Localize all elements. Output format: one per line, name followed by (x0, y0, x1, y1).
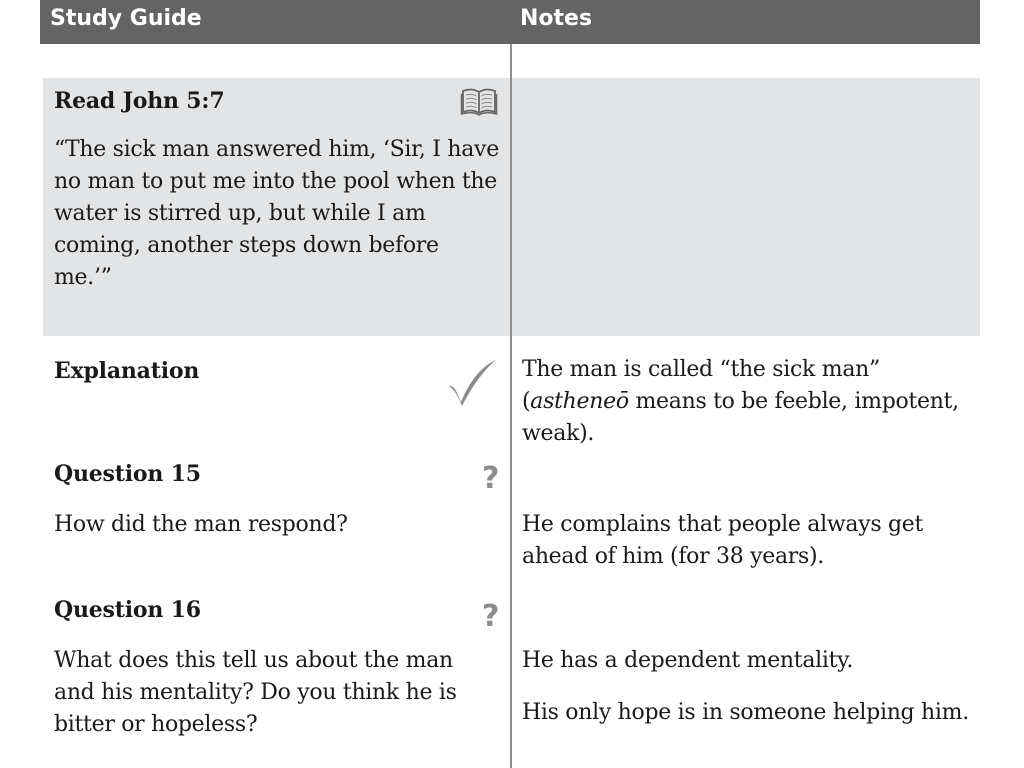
question-16-answer-1: He has a dependent mentality. (522, 648, 854, 673)
question-mark-icon: ? (482, 461, 500, 496)
book-icon (460, 86, 498, 116)
study-guide-heading: Study Guide (50, 6, 202, 31)
greek-term: astheneō (530, 389, 629, 414)
question-15-answer: He complains that people always get ahead of him (for 38 years). (522, 512, 924, 569)
question-16-label: Question 16 (54, 597, 201, 623)
read-passage-label: Read John 5:7 (54, 88, 225, 114)
question-16-answer-2: His only hope is in someone helping him. (522, 700, 969, 725)
explanation-note: The man is called “the sick man” (astheneō means to be feeble, impotent, weak). (522, 357, 959, 446)
question-15-text: How did the man respond? (54, 512, 348, 537)
explanation-label: Explanation (54, 358, 200, 384)
column-header-bar (40, 0, 980, 44)
checkmark-icon (446, 358, 498, 408)
column-divider (510, 44, 512, 768)
question-15-label: Question 15 (54, 461, 201, 487)
notes-heading: Notes (520, 6, 593, 31)
question-16-text: What does this tell us about the man and his mentality? Do you think he is bitter or hopeless? (54, 648, 457, 737)
scripture-text: “The sick man answered him, ‘Sir, I have no man to put me into the pool when the water is stirred up, but while I am coming, another steps down before me.’” (54, 137, 499, 290)
question-mark-icon: ? (482, 599, 500, 634)
